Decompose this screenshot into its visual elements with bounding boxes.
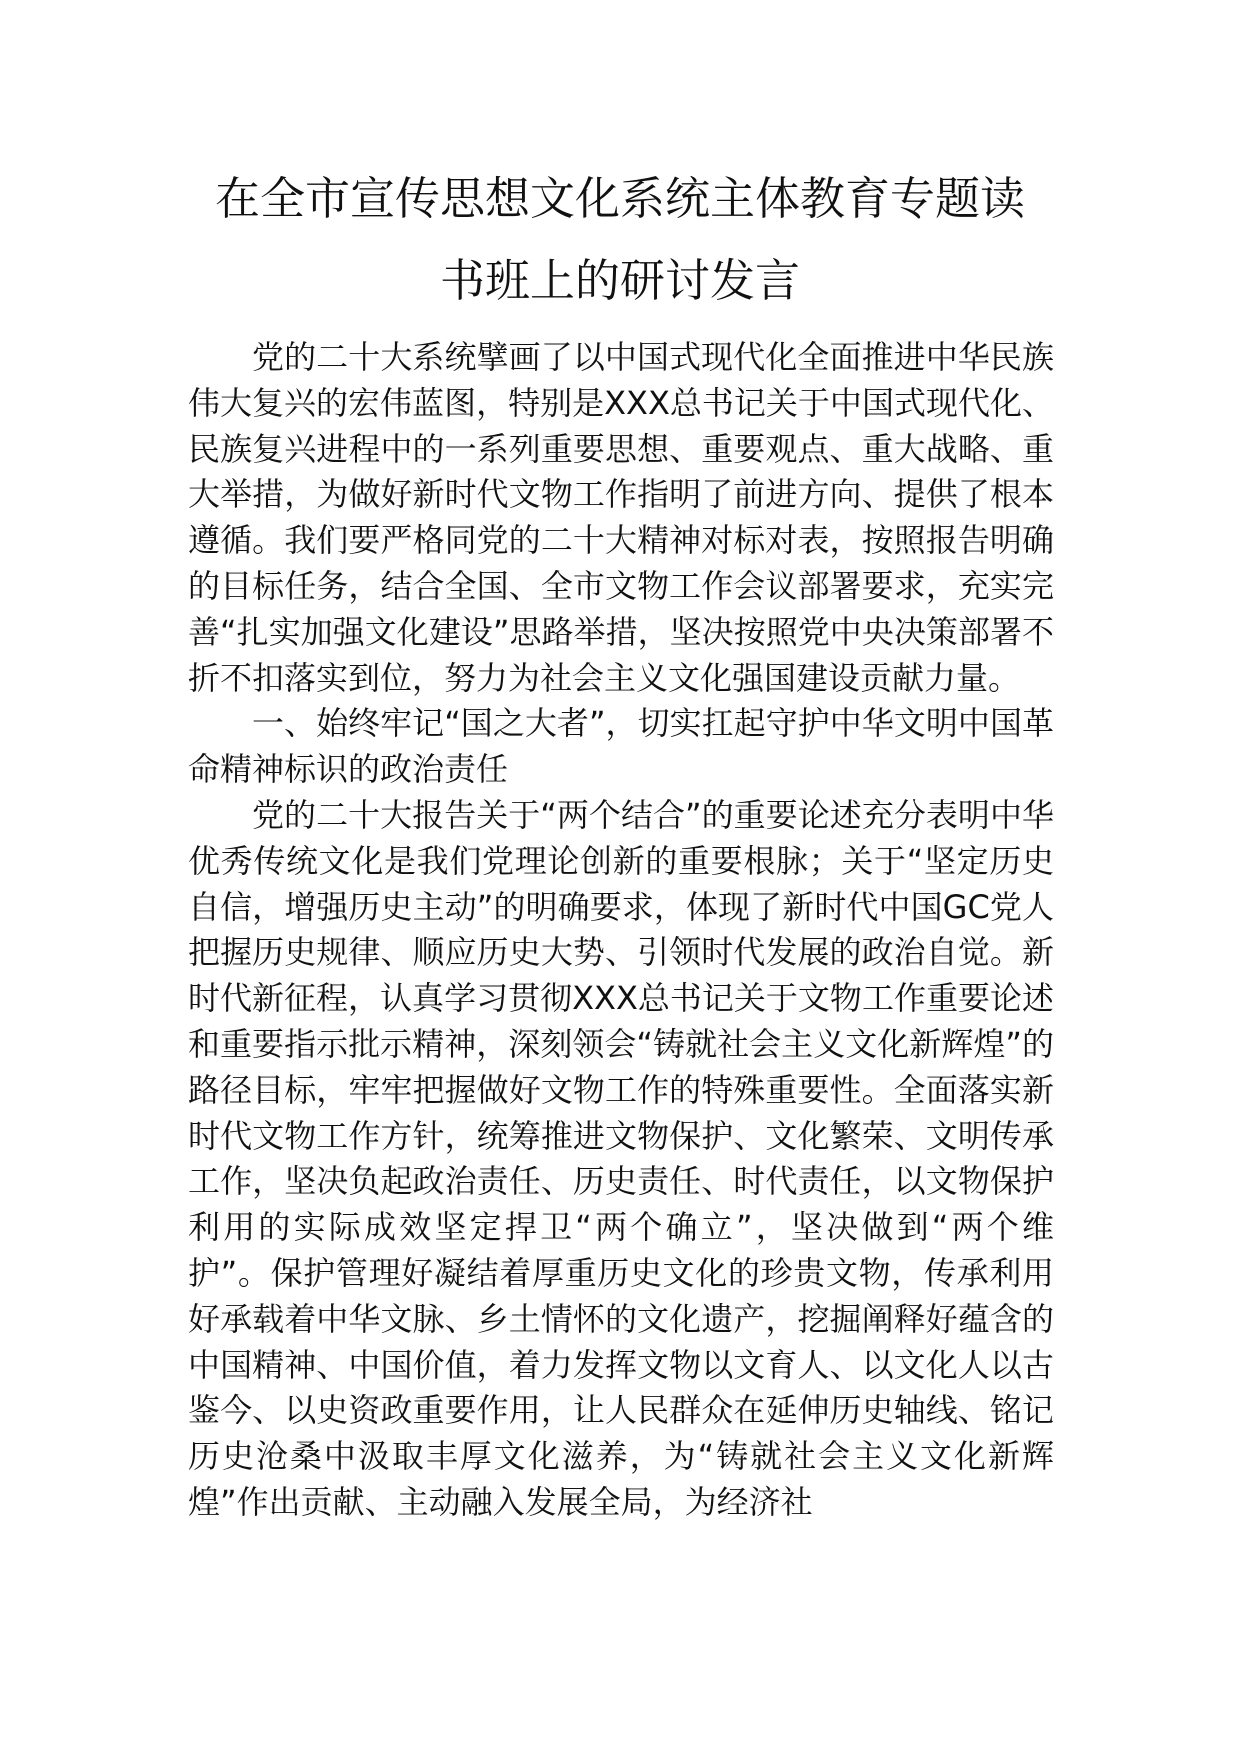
title-line-2: 书班上的研讨发言 (439, 254, 800, 307)
paragraph-intro: 党的二十大系统擘画了以中国式现代化全面推进中华民族伟大复兴的宏伟蓝图，特别是XXX总书记关于中国式现代化、民族复兴进程中的一系列重要思想、重要观点、重大战略、重大举措，为做好新时代文物工作指明了前进方向、提供了根本遵循。我们要严格同党的二十大精神对标对表，按照报告明确的目标任务，结合全国、全市文物工作会议部署要求，充实完善“扎实加强文化建设”思路举措，坚决按照党中央决策部署不折不扣落实到位，努力为社会主义文化强国建设贡献力量。 (188, 338, 1054, 697)
document-title (150, 158, 1090, 322)
title-line-1: 在全市宣传思想文化系统主体教育专题读 (214, 172, 1025, 225)
section-heading-1: 一、始终牢记“国之大者”，切实扛起守护中华文明中国革命精神标识的政治责任 (188, 704, 1054, 789)
paragraph-section-1: 党的二十大报告关于“两个结合”的重要论述充分表明中华优秀传统文化是我们党理论创新的重要根脉；关于“坚定历史自信，增强历史主动”的明确要求，体现了新时代中国GC党人把握历史规律、顺应历史大势、引领时代发展的政治自觉。新时代新征程，认真学习贯彻XXX总书记关于文物工作重要论述和重要指示批示精神，深刻领会“铸就社会主义文化新辉煌”的路径目标，牢牢把握做好文物工作的特殊重要性。全面落实新时代文物工作方针，统筹推进文物保护、文化繁荣、文明传承工作，坚决负起政治责任、历史责任、时代责任，以文物保护利用的实际成效坚定捍卫“两个确立”，坚决做到“两个维护”。保护管理好凝结着厚重历史文化的珍贵文物，传承利用好承载着中华文脉、乡土情怀的文化遗产，挖掘阐释好蕴含的中国精神、中国价值，着力发挥文物以文育人、以文化人以古鉴今、以史资政重要作用，让人民群众在延伸历史轴线、铭记历史沧桑中汲取丰厚文化滋养，为“铸就社会主义文化新辉煌”作出贡献、主动融入发展全局，为经济社 (188, 795, 1054, 1521)
document-body (188, 335, 1054, 1526)
